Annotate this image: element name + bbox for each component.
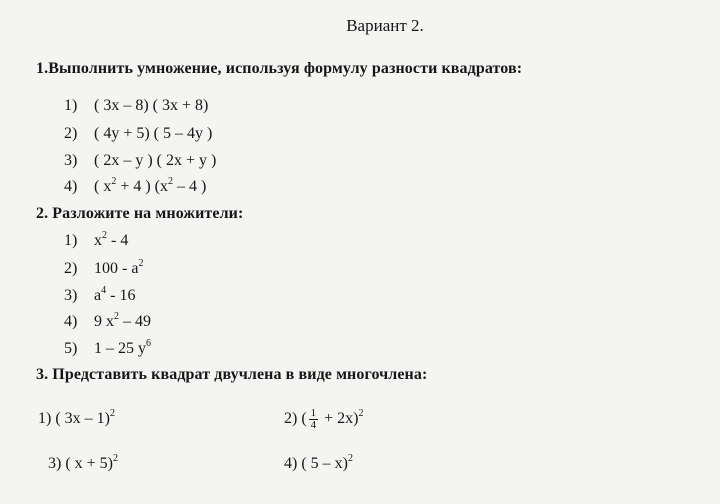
expression: ( 5 – x)	[301, 455, 348, 472]
expression-part: x	[94, 232, 102, 249]
task3-title: 3. Представить квадрат двучлена в виде многочлена:	[36, 366, 428, 383]
item-number: 1)	[38, 410, 52, 427]
expression: ( 3x – 1)	[55, 410, 110, 427]
item-number: 1)	[64, 97, 78, 114]
expression: ( x + 5)	[65, 455, 114, 472]
exponent: 2	[109, 408, 115, 419]
exponent: 2	[168, 176, 174, 187]
expression: + 2x)	[320, 410, 359, 428]
task2-item-2	[64, 260, 143, 278]
expression-part: – 49	[119, 313, 151, 330]
expression-part: – 4 )	[173, 178, 207, 195]
task2-item-5	[64, 340, 151, 358]
item-number: 3)	[64, 287, 78, 304]
item-number: 5)	[64, 340, 78, 357]
task3-item-2	[284, 408, 364, 431]
open-paren: (	[301, 410, 307, 428]
item-number: 2)	[64, 260, 78, 277]
item-number: 2)	[284, 410, 298, 428]
item-number: 4)	[64, 313, 78, 330]
task2-item-4	[64, 313, 151, 331]
expression: ( 3x – 8) ( 3x + 8)	[94, 97, 209, 114]
expression-part: - 16	[106, 287, 136, 304]
fraction-denominator: 4	[310, 419, 317, 431]
item-number: 2)	[64, 125, 78, 142]
task1-title: 1.Выполнить умножение, используя формулу разности квадратов:	[36, 60, 523, 77]
item-number: 3)	[64, 152, 78, 169]
task2-title: 2. Разложите на множители:	[36, 205, 244, 222]
task1-item-1	[64, 97, 208, 115]
exponent: 2	[113, 453, 119, 464]
exponent: 2	[358, 408, 364, 420]
expression-part: ( x	[94, 178, 112, 195]
exponent: 2	[102, 230, 107, 241]
exponent: 6	[146, 338, 151, 349]
item-number: 4)	[64, 178, 78, 195]
fraction	[309, 408, 319, 431]
expression-part: - 4	[107, 232, 129, 249]
item-number: 1)	[64, 232, 78, 249]
task3-item-1	[38, 410, 115, 428]
item-number: 3)	[48, 455, 62, 472]
task1-item-2	[64, 125, 212, 143]
expression: ( 2x – y ) ( 2x + y )	[94, 152, 217, 169]
exponent: 2	[111, 176, 117, 187]
fraction-numerator: 1	[310, 407, 317, 419]
expression-part: 100 - a	[94, 260, 139, 277]
expression: ( 4y + 5) ( 5 – 4y )	[94, 125, 213, 142]
variant-heading: Вариант 2.	[346, 16, 424, 35]
task1-item-3	[64, 152, 216, 170]
task2-item-3	[64, 287, 135, 305]
expression-part: 1 – 25 y	[94, 340, 146, 357]
exponent: 2	[138, 258, 144, 269]
expression-part: + 4 ) (x	[116, 178, 169, 195]
item-number: 4)	[284, 455, 298, 472]
exponent: 2	[347, 453, 353, 464]
task1-item-4	[64, 178, 206, 196]
task3-item-4	[284, 455, 353, 473]
expression-part: 9 x	[94, 313, 114, 330]
exponent: 4	[101, 285, 107, 296]
expression-part: a	[94, 287, 102, 304]
exponent: 2	[114, 311, 119, 322]
task2-item-1	[64, 232, 128, 250]
task3-item-3	[48, 455, 118, 473]
